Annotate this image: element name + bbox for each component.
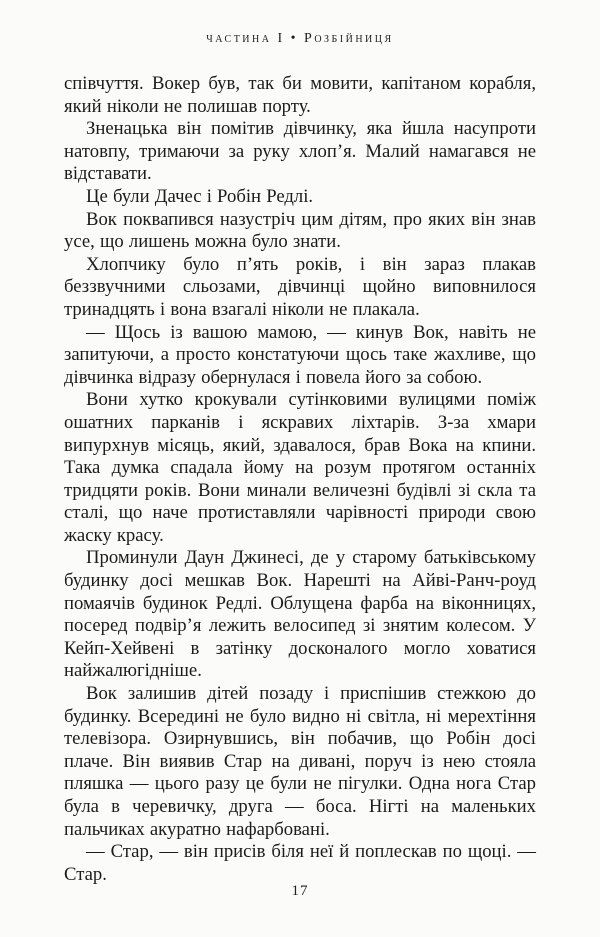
body-text	[64, 73, 536, 886]
paragraph: Хлопчику було п’ять років, і він зараз плакав беззвучними сльозами, дівчинці щойно виповнилося тринадцять і вона взагалі ніколи не плакала.	[64, 253, 536, 320]
paragraph: — Стар, — він присів біля неї й поплескав по щоці. — Стар.	[64, 841, 536, 885]
running-header-text: частина I • Розбійниця	[206, 31, 394, 46]
paragraph: Це були Дачес і Робін Редлі.	[86, 185, 314, 207]
paragraph: Вок поквапився назустріч цим дітям, про яких він знав усе, що лишень можна було знати.	[64, 208, 536, 253]
paragraph: — Щось із вашою мамою, — кинув Вок, навіть не запитуючи, а просто констатуючи щось таке жахливе, що дівчинка відразу обернулася і повела його за собою.	[64, 321, 536, 388]
running-header	[0, 31, 600, 47]
paragraph: Проминули Даун Джинесі, де у старому батьківському будинку досі мешкав Вок. Нарешті на Айві-Ранч-роуд помаячів будинок Редлі. Облущена фарба на віконницях, посеред подвір’я лежить велосипед зі знятим колесом. У Кейп-Хейвені в затінку досконалого могло ховатися найжалюгідніше.	[64, 547, 536, 682]
paragraph: Вони хутко крокували сутінковими вулицями поміж ошатних парканів і яскравих ліхтарів. З-за хмари випурхнув місяць, який, здавалося, брав Вока на кпини. Така думка спадала йому на розум протягом останніх тридцяти років. Вони минали величезні будівлі зі скла та сталі, що наче протиставляли чарівності природи свою жаску красу.	[64, 389, 536, 546]
page-number: 17	[291, 883, 309, 899]
paragraph: співчуття. Вокер був, так би мовити, капітаном корабля, який ніколи не полишав порту.	[64, 73, 536, 117]
paragraph: Зненацька він помітив дівчинку, яка йшла насупроти натовпу, тримаючи за руку хлоп’я. Малий намагався не відставати.	[64, 118, 536, 185]
paragraph: Вок залишив дітей позаду і приспішив стежкою до будинку. Всередині не було видно ні світла, ні мерехтіння телевізора. Озирнувшись, він побачив, що Робін досі плаче. Він виявив Стар на дивані, поруч із нею стояла пляшка — цього разу це були не пігулки. Одна нога Стар була в черевичку, друга — боса. Нігті на маленьких пальчиках акуратно нафарбовані.	[64, 683, 536, 840]
